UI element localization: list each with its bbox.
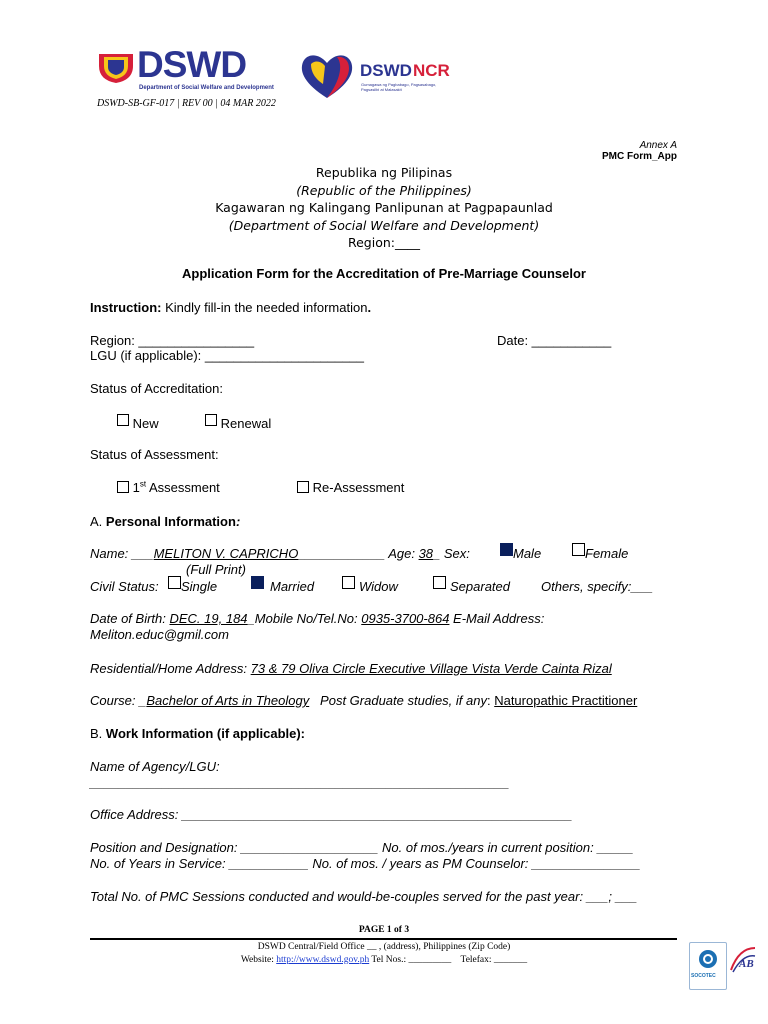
civil-other[interactable]: Others, specify:___ [541,579,653,594]
first-assessment-checkbox[interactable] [117,481,129,493]
email-label: E-Mail Address: [449,611,545,626]
widow-label: Widow [359,579,398,594]
instruction-text: Kindly fill-in the needed information [161,300,368,315]
annex-label: Annex A [639,140,677,151]
married-checkbox[interactable] [251,576,264,589]
region-field[interactable]: Region: ________________ [90,333,255,348]
accreditation-renewal-label: Renewal [220,416,272,431]
address-label: Residential/Home Address: [90,661,251,676]
lgu-field[interactable]: LGU (if applicable): ______________________ [90,348,364,363]
socotec-text: SOCOTEC [691,973,716,979]
section-a-heading: A. Personal Information: [90,514,241,529]
footer-office: DSWD Central/Field Office __ , (address), Philippines (Zip Code) [257,942,511,952]
separated-label: Separated [450,579,510,594]
website-link[interactable]: http://www.dswd.gov.ph [276,955,370,965]
agency-label: Name of Agency/LGU: [90,759,220,774]
sex-label: Sex: [440,546,470,561]
reassessment-label: Re-Assessment [312,480,405,495]
widow-checkbox[interactable] [342,576,355,589]
footer-rule [90,938,677,940]
name-label: Name: ___ [90,546,154,561]
dswd-emblem-icon [97,52,135,84]
first-assessment-label: 1st Assessment [132,480,220,496]
female-checkbox[interactable] [572,543,585,556]
mobile-value[interactable]: 0935-3700-864 [361,611,450,626]
accreditation-label: Status of Accreditation: [90,381,223,396]
sex-option-female[interactable] [572,543,629,561]
agency-line-5: Region:____ [347,235,420,250]
form-code: DSWD-SB-GF-017 | REV 00 | 04 MAR 2022 [97,98,276,109]
mobile-label: Mobile No/Tel.No: [254,611,362,626]
female-label: Female [585,546,629,561]
civil-option-widow[interactable] [342,576,398,594]
accreditation-new-label: New [132,416,159,431]
agency-field[interactable]: __________________________________________________________ [90,775,510,790]
civil-option-single[interactable] [168,576,218,594]
email-value[interactable]: Meliton.educ@gmil.com [90,627,229,642]
agency-line-3: Kagawaran ng Kalingang Panlipunan at Pagpapaunlad [215,200,553,215]
agency-line-2: (Republic of the Philippines) [296,182,472,198]
dob-value[interactable]: DEC. 19, 184 [169,611,248,626]
male-label: Male [513,546,542,561]
accreditation-option-renewal[interactable] [205,413,272,431]
course-value[interactable]: Bachelor of Arts in Theology [146,693,310,708]
married-label: Married [270,579,315,594]
postgrad-value[interactable]: Naturopathic Practitioner [494,693,638,708]
civil-option-married[interactable] [251,576,315,594]
dswd-logo-subtext: Department of Social Welfare and Development [139,85,274,91]
single-checkbox[interactable] [168,576,181,589]
ncr-logo-tagline: Gumagawa ng Pagbabago, Pagsasabago, Pagsasilbi at Malasakit [361,82,437,92]
name-row: Name: ___MELITON V. CAPRICHO____________ Age: 38_ Sex: [90,546,470,561]
accreditation-option-new[interactable] [117,413,159,431]
ncr-logo-text-b: NCR [413,61,450,80]
address-row [90,661,612,676]
assessment-option-reassessment[interactable] [297,480,404,495]
socotec-badge [689,942,727,990]
position-field[interactable]: Position and Designation: ___________________ No. of mos./years in current position: _____ [90,840,634,855]
office-address-field[interactable]: Office Address: ______________________________________________________ [90,807,573,822]
dswd-logo-text: DSWD [137,44,247,85]
dob-label: Date of Birth: [90,611,170,626]
sex-option-male[interactable] [500,543,542,561]
full-print-note: (Full Print) [186,562,246,577]
course-label: Course: _ [90,693,147,708]
male-checkbox[interactable] [500,543,513,556]
footer-contact: Website: http://www.dswd.gov.ph Tel Nos.: _________ Telefax: _______ [240,955,528,965]
single-label: Single [181,579,218,594]
ncr-heart-icon [297,50,357,100]
postgrad-label: Post Graduate studies, if any [309,693,487,708]
page-number: PAGE 1 of 3 [358,925,410,935]
name-value[interactable]: MELITON V. CAPRICHO [153,546,299,561]
agency-block [0,164,768,252]
sessions-field[interactable]: Total No. of PMC Sessions conducted and would-be-couples served for the past year: ___; ___ [90,889,638,904]
dob-row: Date of Birth: DEC. 19, 184_Mobile No/Tel.No: 0935-3700-864 E-Mail Address: [90,611,545,626]
assessment-option-first[interactable] [117,480,220,495]
dswd-ncr-logo [297,50,457,100]
separated-checkbox[interactable] [433,576,446,589]
course-row: Course: _Bachelor of Arts in Theology Post Graduate studies, if any: Naturopathic Practitioner [90,693,638,708]
certification-icon [698,949,718,969]
reassessment-checkbox[interactable] [297,481,309,493]
instruction [90,300,371,315]
form-title: Application Form for the Accreditation of Pre-Marriage Counselor [181,266,586,281]
ab-badge [729,944,759,988]
instruction-dot: . [367,300,372,315]
section-b-heading: B. Work Information (if applicable): [90,726,306,741]
date-field[interactable]: Date: ___________ [497,333,612,348]
civil-status-label: Civil Status: [90,579,159,594]
agency-line-1: Republika ng Pilipinas [315,165,453,180]
civil-option-separated[interactable] [433,576,510,594]
form-name: PMC Form_App [602,151,677,162]
accreditation-new-checkbox[interactable] [117,414,129,426]
ab-text: AB [739,958,754,970]
agency-line-4: (Department of Social Welfare and Development) [228,217,540,233]
instruction-label: Instruction: [90,300,162,315]
accreditation-renewal-checkbox[interactable] [205,414,217,426]
service-field[interactable]: No. of Years in Service: ___________ No. of mos. / years as PM Counselor: _______________ [90,856,641,871]
age-value[interactable]: 38 [418,546,434,561]
age-label: Age: [385,546,419,561]
dswd-logo [97,44,274,96]
ncr-logo-text-a: DSWD [360,61,412,80]
address-value[interactable]: 73 & 79 Oliva Circle Executive Village Vista Verde Cainta Rizal [250,661,612,676]
assessment-label: Status of Assessment: [90,447,219,462]
